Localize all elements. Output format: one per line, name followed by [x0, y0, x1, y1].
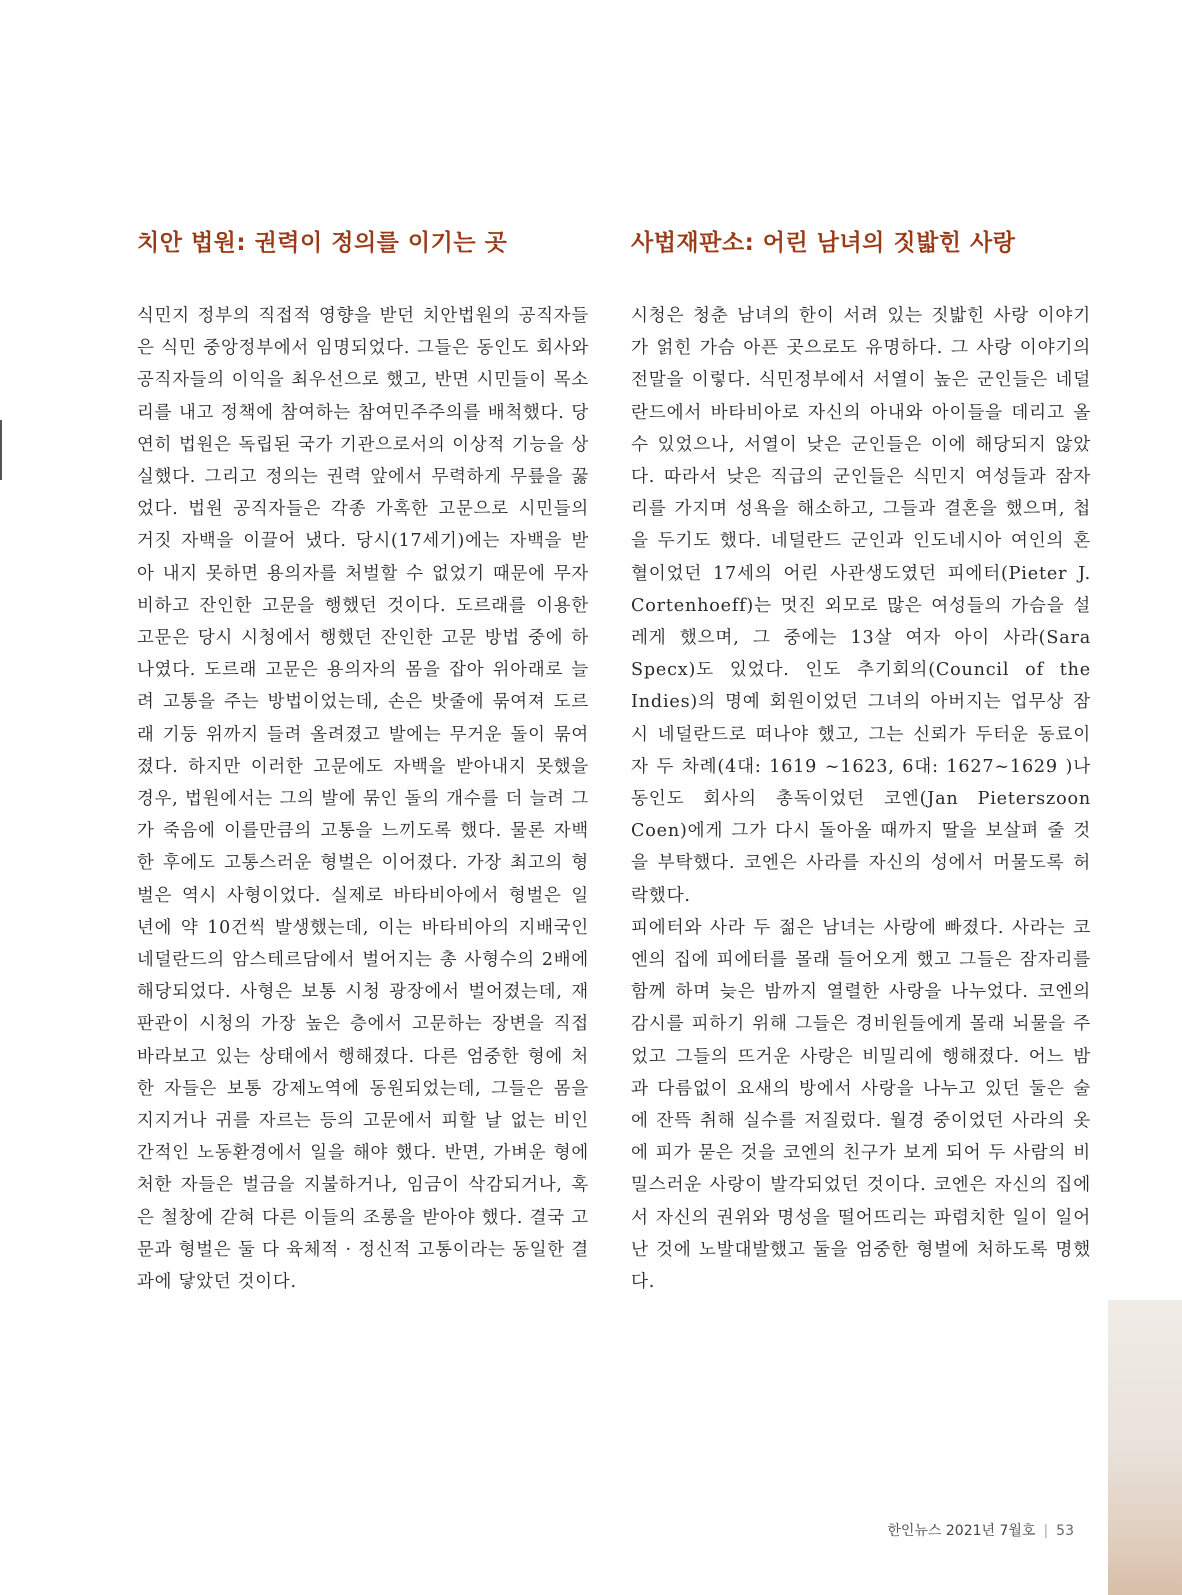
right-section-title: 사법재판소: 어린 남녀의 짓밟힌 사랑 — [631, 230, 1016, 256]
left-section-title: 치안 법원: 권력이 정의를 이기는 곳 — [137, 230, 508, 256]
edge-photo — [1108, 1300, 1182, 1595]
right-section-paragraph-2: 피에터와 사라 두 젊은 남녀는 사랑에 빠졌다. 사라는 코엔의 집에 피에터를 몰래 들어오게 했고 그들은 잠자리를 함께 하며 늦은 밤까지 열렬한 사랑을 나누었다. 코엔의 감시를 피하기 위해 그들은 경비원들에게 몰래 뇌물을 주었고 그들의 뜨거운 사랑은 비밀리에 행해졌다. 어느 밤과 다름없이 요새의 방에서 사랑을 나누고 있던 둘은 술에 잔뜩 취해 실수를 저질렀다. 월경 중이었던 사라의 옷에 피가 묻은 것을 코엔의 친구가 보게 되어 두 사람의 비밀스러운 사랑이 발각되었던 것이다. 코엔은 자신의 집에서 자신의 권위와 명성을 떨어뜨리는 파렴치한 일이 일어난 것에 노발대발했고 둘을 엄중한 형벌에 처하도록 명했다. — [631, 917, 1091, 1293]
footer-separator: | — [1043, 1523, 1049, 1539]
page-edge-mark — [0, 420, 2, 480]
page-footer — [887, 1520, 1074, 1540]
right-section — [631, 226, 1091, 1298]
right-section-paragraph-1: 시청은 청춘 남녀의 한이 서려 있는 짓밟힌 사랑 이야기가 얽힌 가슴 아픈 곳으로도 유명하다. 그 사랑 이야기의 전말을 이렇다. 식민정부에서 서열이 높은 군인들은 네덜란드에서 바타비아로 자신의 아내와 아이들을 데리고 올 수 있었으나, 서열이 낮은 군인들은 이에 해당되지 않았다. 따라서 낮은 직급의 군인들은 식민지 여성들과 잠자리를 가지며 성욕을 해소하고, 그들과 결혼을 했으며, 첩을 두기도 했다. 네덜란드 군인과 인도네시아 여인의 혼혈이었던 17세의 어린 사관생도였던 피에터(Pieter J. Cortenhoeff)는 멋진 외모로 많은 여성들의 가슴을 설레게 했으며, 그 중에는 13살 여자 아이 사라(Sara Specx)도 있었다. 인도 추기회의(Council of the Indies)의 명예 회원이었던 그녀의 아버지는 업무상 잠시 네덜란드로 떠나야 했고, 그는 신뢰가 두터운 동료이자 두 차례(4대: 1619 ~1623, 6대: 1627~1629 )나 동인도 회사의 총독이었던 코엔(Jan Pieterszoon Coen)에게 그가 다시 돌아올 때까지 딸을 보살펴 줄 것을 부탁했다. 코엔은 사라를 자신의 성에서 머물도록 허락했다. — [631, 306, 1091, 906]
publication-name: 한인뉴스 2021년 7월호 — [887, 1523, 1036, 1539]
page-number: 53 — [1056, 1523, 1074, 1539]
left-section — [137, 226, 589, 1298]
left-section-paragraph: 식민지 정부의 직접적 영향을 받던 치안법원의 공직자들은 식민 중앙정부에서 임명되었다. 그들은 동인도 회사와 공직자들의 이익을 최우선으로 했고, 반면 시민들이 목소리를 내고 정책에 참여하는 참여민주주의를 배척했다. 당연히 법원은 독립된 국가 기관으로서의 이상적 기능을 상실했다. 그리고 정의는 권력 앞에서 무력하게 무릎을 꿇었다. 법원 공직자들은 각종 가혹한 고문으로 시민들의 거짓 자백을 이끌어 냈다. 당시(17세기)에는 자백을 받아 내지 못하면 용의자를 처벌할 수 없었기 때문에 무자비하고 잔인한 고문을 행했던 것이다. 도르래를 이용한 고문은 당시 시청에서 행했던 잔인한 고문 방법 중에 하나였다. 도르래 고문은 용의자의 몸을 잡아 위아래로 늘려 고통을 주는 방법이었는데, 손은 밧줄에 묶여져 도르래 기둥 위까지 들려 올려졌고 발에는 무거운 돌이 묶여졌다. 하지만 이러한 고문에도 자백을 받아내지 못했을 경우, 법원에서는 그의 발에 묶인 돌의 개수를 더 늘려 그가 죽음에 이를만큼의 고통을 느끼도록 했다. 물론 자백한 후에도 고통스러운 형벌은 이어졌다. 가장 최고의 형벌은 역시 사형이었다. 실제로 바타비아에서 형벌은 일 년에 약 10건씩 발생했는데, 이는 바타비아의 지배국인 네덜란드의 암스테르담에서 벌어지는 총 사형수의 2배에 해당되었다. 사형은 보통 시청 광장에서 벌어졌는데, 재판관이 시청의 가장 높은 층에서 고문하는 장변을 직접 바라보고 있는 상태에서 행해졌다. 다른 엄중한 형에 처한 자들은 보통 강제노역에 동원되었는데, 그들은 몸을 지지거나 귀를 자르는 등의 고문에서 피할 날 없는 비인간적인 노동환경에서 일을 해야 했다. 반면, 가벼운 형에 처한 자들은 벌금을 지불하거나, 임금이 삭감되거나, 혹은 철창에 갇혀 다른 이들의 조롱을 받아야 했다. 결국 고문과 형벌은 둘 다 육체적 · 정신적 고통이라는 동일한 결과에 닿았던 것이다. — [137, 306, 589, 1293]
